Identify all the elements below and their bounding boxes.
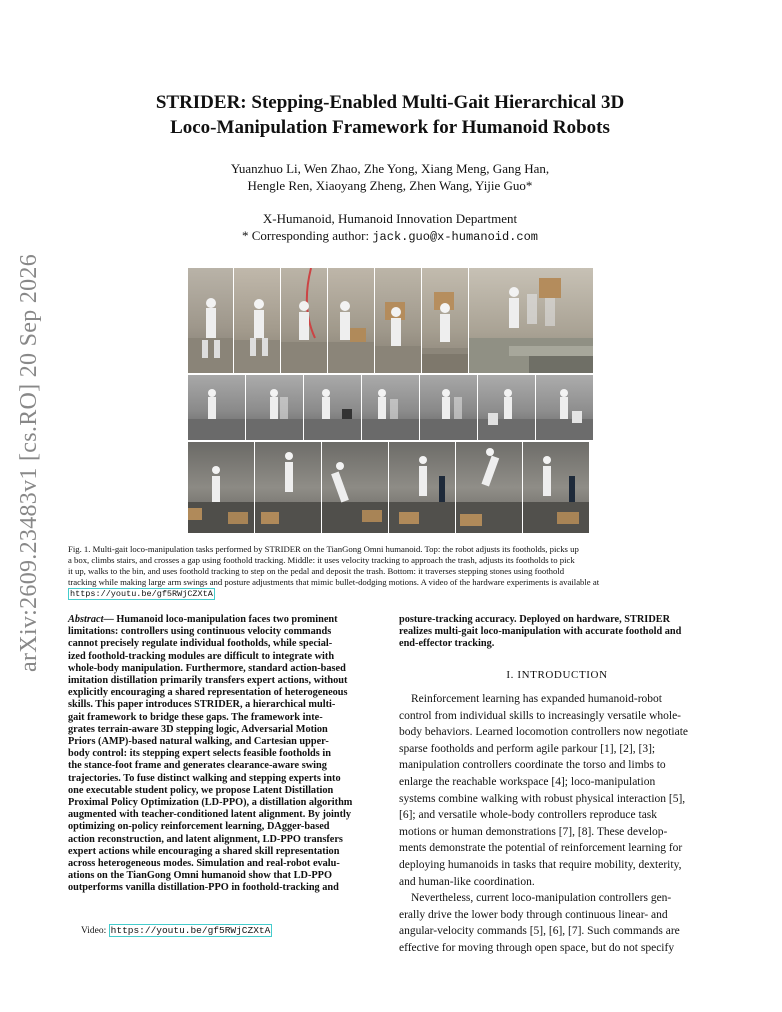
photo-frame [188, 375, 245, 440]
abstract-line: Priors (AMP)-based natural walking, and Cartesian upper- [68, 736, 329, 748]
photo-frame [422, 268, 468, 373]
authors-line-1: Yuanzhuo Li, Wen Zhao, Zhe Yong, Xiang Meng, Gang Han, [230, 161, 550, 176]
intro-line: and human-like coordination. [399, 875, 535, 888]
title-line-1: STRIDER: Stepping-Enabled Multi-Gait Hierarchical 3D [155, 92, 625, 113]
figure-row-top [188, 268, 593, 373]
abstract-line: action reconstruction, and latent alignment, LD-PPO transfers [68, 833, 343, 845]
intro-line: effective for moving through open space, but do not specify [399, 941, 675, 954]
photo-frame [188, 442, 254, 533]
photo-frame [456, 442, 522, 533]
abstract-line: outperforms vanilla distillation-PPO in foothold-tracking and [68, 882, 339, 894]
corresponding-author [100, 227, 680, 246]
abstract-line: realizes multi-gait loco-manipulation with accurate foothold and [399, 626, 682, 638]
abstract-line: expert actions while encouraging a shared skill representation [68, 845, 340, 857]
figure-1 [188, 268, 593, 533]
abstract-line: grates terrain-aware 3D stepping logic, Adversarial Motion [68, 723, 328, 735]
abstract-line: Abstract— Humanoid loco-manipulation faces two prominent [68, 614, 338, 625]
abstract-line: end-effector tracking. [399, 638, 495, 650]
caption-line: a box, climbs stairs, and crosses a gap using foothold tracking. Middle: it uses velocity tracking to approach the trash, adjusts its footholds to pick [68, 555, 575, 565]
intro-line: body behaviors. Learned locomotion controllers now negotiate [399, 726, 689, 739]
photo-frame [536, 375, 593, 440]
abstract-line: body control: its stepping expert selects feasible footholds in [68, 748, 331, 760]
intro-line: deploying humanoids in tasks that require mobility, dexterity, [399, 858, 682, 871]
figure-row-middle [188, 375, 593, 440]
abstract-line: across heterogeneous modes. Simulation and real-robot evalu- [68, 858, 340, 870]
abstract-label: Abstract [68, 614, 104, 625]
intro-line: systems combine walking with robust physical interaction [5], [399, 792, 686, 805]
abstract-line: ized foothold-tracking modules are difficult to integrate with [68, 650, 335, 662]
abstract-continuation [399, 614, 715, 651]
abstract-line: augmented with teacher-conditioned latent alignment. By jointly [68, 809, 352, 821]
photo-frame [362, 375, 419, 440]
abstract-line: imitation distillation primarily transfers expert actions, without [68, 675, 348, 687]
section-heading: I. INTRODUCTION [506, 669, 608, 681]
corresponding-email[interactable]: jack.guo@x-humanoid.com [372, 230, 538, 244]
intro-line: erally drive the lower body through continuous linear- and [399, 908, 668, 921]
photo-frame [328, 268, 374, 373]
intro-line: angular-velocity commands [5], [6], [7]. Such commands are [399, 925, 680, 938]
caption-line [68, 588, 715, 600]
photo-frame [389, 442, 455, 533]
affiliation [100, 210, 680, 246]
photo-frame [234, 268, 280, 373]
caption-video-link[interactable]: https://youtu.be/gf5RWjCZXtA [70, 589, 213, 599]
abstract-line: limitations: controllers using continuous velocity commands [68, 626, 332, 638]
caption-line: it up, walks to the bin, and uses foothold tracking to step on the pedal and deposit the trash. Bottom: it traverses stepping stones using foothold [68, 566, 565, 576]
intro-line: control from individual skills to increasingly versatile whole- [399, 709, 682, 722]
abstract-line: gait framework to bridge these gaps. The framework inte- [68, 711, 323, 723]
author-list [100, 160, 680, 194]
intro-line: Nevertheless, current loco-manipulation controllers gen- [411, 892, 672, 905]
figure-caption [68, 544, 715, 600]
photo-frame [281, 268, 327, 373]
abstract-line: skills. This paper introduces STRIDER, a hierarchical multi- [68, 699, 336, 711]
abstract-line: Proximal Policy Optimization (LD-PPO), a distillation algorithm [68, 797, 353, 809]
photo-frame [478, 375, 535, 440]
photo-frame [420, 375, 477, 440]
abstract-line: whole-body manipulation. Furthermore, standard action-based [68, 662, 346, 674]
intro-line: [6]; and versatile whole-body controllers reproduce task [399, 809, 658, 822]
abstract-line: ations on the TianGong Omni humanoid show that LD-PPO [68, 870, 332, 882]
abstract-line: optimizing on-policy reinforcement learning, DAgger-based [68, 821, 330, 833]
arxiv-sidebar [16, 253, 56, 672]
affiliation-line: X-Humanoid, Humanoid Innovation Department [262, 211, 518, 226]
abstract-line: the stance-foot frame and generates clearance-aware swing [68, 760, 327, 772]
abstract-line: one executable student policy, we propose Latent Distillation [68, 784, 334, 796]
abstract-line: explicitly encouraging a shared representation of heterogeneous [68, 687, 348, 699]
introduction-text [399, 691, 715, 957]
authors-line-2: Hengle Ren, Xiaoyang Zheng, Zhen Wang, Yijie Guo* [247, 178, 533, 193]
photo-frame [523, 442, 589, 533]
photo-frame [469, 268, 593, 373]
paper-title [100, 90, 680, 140]
title-line-2: Loco-Manipulation Framework for Humanoid Robots [170, 117, 610, 138]
video-footnote [81, 925, 272, 936]
corresponding-prefix: * Corresponding author: [242, 228, 373, 243]
intro-line: Reinforcement learning has expanded humanoid-robot [411, 693, 663, 705]
photo-frame [304, 375, 361, 440]
caption-line: Fig. 1. Multi-gait loco-manipulation tasks performed by STRIDER on the TianGong Omni humanoid. Top: the robot adjusts its footholds, picks up [68, 544, 579, 554]
abstract-line: trajectories. To fuse distinct walking and stepping experts into [68, 772, 341, 784]
intro-line: ments demonstrate the potential of reinforcement learning for [399, 842, 683, 855]
intro-line: enlarge the reachable workspace [4]; loco-manipulation [399, 775, 656, 788]
abstract [68, 614, 383, 895]
photo-frame [375, 268, 421, 373]
intro-line: motions or human demonstrations [7], [8]. These develop- [399, 825, 668, 838]
arxiv-identifier: arXiv:2609.23483v1 [cs.RO] 20 Sep 2026 [16, 253, 42, 672]
footnote-label: Video: [81, 926, 109, 936]
photo-frame [246, 375, 303, 440]
caption-line: tracking while making large arm swings and posture adjustments that mimic bullet-dodging motions. A video of the hardware experiments is available at [68, 577, 600, 587]
photo-frame [255, 442, 321, 533]
footnote-video-link[interactable]: https://youtu.be/gf5RWjCZXtA [110, 925, 271, 936]
figure-row-bottom [188, 442, 593, 533]
intro-line: manipulation controllers coordinate the torso and limbs to [399, 759, 666, 772]
abstract-line: posture-tracking accuracy. Deployed on hardware, STRIDER [399, 614, 671, 625]
photo-frame [188, 268, 233, 373]
intro-line: sparse footholds and perform agile parkour [1], [2], [3]; [399, 742, 656, 755]
abstract-line: cannot precisely regulate individual footholds, while special- [68, 638, 333, 650]
photo-frame [322, 442, 388, 533]
